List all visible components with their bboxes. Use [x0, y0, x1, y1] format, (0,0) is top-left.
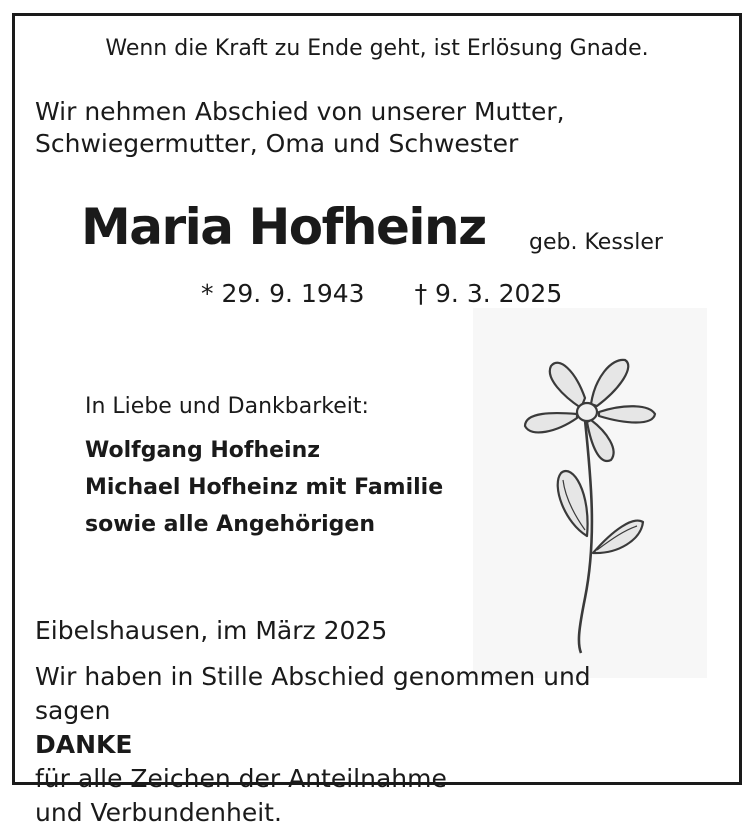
closing-line-1: Wir haben in Stille Abschied genommen und [35, 662, 591, 691]
closing-line-2-end: für alle Zeichen der Anteilnahme [35, 764, 447, 793]
closing-line-3: und Verbundenheit. [35, 798, 282, 827]
closing-line-2-start: sagen [35, 696, 111, 725]
intro-text [35, 96, 565, 160]
intro-line-2: Schwiegermutter, Oma und Schwester [35, 129, 519, 158]
place-date: Eibelshausen, im März 2025 [35, 616, 388, 645]
mourner: Michael Hofheinz mit Familie [85, 475, 444, 500]
life-dates [201, 279, 562, 308]
deceased-name: Maria Hofheinz [81, 198, 486, 256]
obituary-frame [12, 13, 742, 827]
motto: Wenn die Kraft zu Ende geht, ist Erlösung Gnade. [105, 36, 649, 61]
birth-date: * 29. 9. 1943 [201, 279, 365, 308]
mourner: Wolfgang Hofheinz [85, 438, 321, 463]
intro-line-1: Wir nehmen Abschied von unserer Mutter, [35, 97, 565, 126]
closing-line-2 [35, 694, 591, 796]
mourner: sowie alle Angehörigen [85, 512, 376, 537]
mourners-list [85, 432, 443, 543]
danke-emphasis: DANKE [35, 730, 133, 759]
closing-text [35, 660, 591, 830]
thanks-intro: In Liebe und Dankbarkeit: [85, 394, 369, 419]
death-date: † 9. 3. 2025 [414, 279, 563, 308]
flower-illustration [473, 308, 707, 678]
maiden-name: geb. Kessler [529, 230, 663, 255]
